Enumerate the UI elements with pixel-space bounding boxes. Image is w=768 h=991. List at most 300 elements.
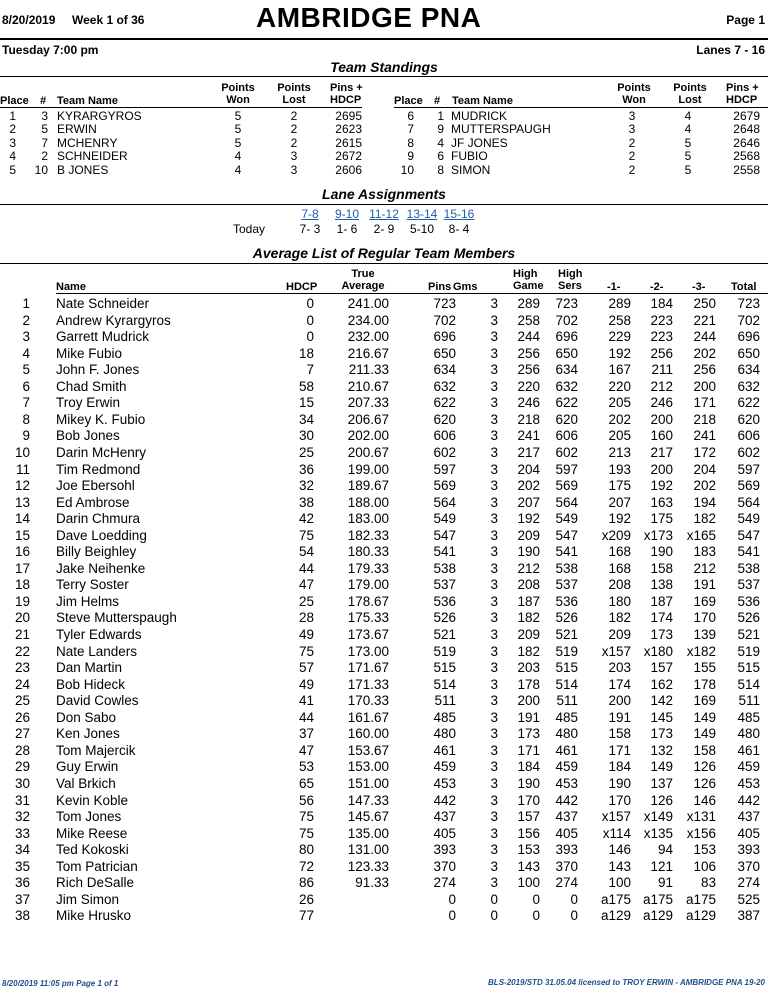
average-row-28-hs: 461 [555,742,578,758]
average-row-35-place: 35 [14,858,30,874]
average-row-33-name: Mike Reese [56,825,128,841]
average-row-16-place: 16 [14,544,30,560]
average-row-4-place: 4 [22,345,30,361]
average-row-14-hs: 549 [555,511,578,527]
standing-left-4-pins: 2672 [335,149,362,164]
average-row-2-hs: 702 [555,312,578,328]
average-row-8-total: 620 [737,411,760,427]
standing-left-5-place: 5 [9,162,16,177]
average-row-22-g1: x157 [601,643,631,659]
average-row-4-g2: 256 [650,345,673,361]
hdr-pins-right [726,82,759,106]
average-row-26-hg: 191 [517,709,540,725]
standing-right-4-won: 2 [628,149,636,164]
average-row-21-gms: 3 [490,627,498,642]
average-row-29-avg: 153.00 [347,759,389,775]
average-row-23-name: Dan Martin [56,660,123,676]
average-row-16-g1: 168 [608,544,631,560]
average-row-38-g1: a129 [600,908,631,924]
average-row-13-pins: 564 [433,494,456,510]
average-row-7-g3: 171 [693,395,716,411]
average-row-25-pins: 511 [434,693,456,709]
average-row-11-g2: 200 [650,461,673,477]
hdr-hdcp: HDCP [286,281,318,293]
average-row-1-hg: 289 [517,296,540,311]
average-row-8-gms: 3 [490,411,498,427]
average-row-38-g3: a129 [685,908,716,924]
standing-left-4-lost: 3 [290,149,298,164]
average-row-17-g1: 168 [608,560,631,576]
average-row-24-place: 24 [14,676,30,692]
average-row-9-name: Bob Jones [56,428,120,444]
average-row-10-avg: 200.67 [347,444,389,460]
average-row-27-hs: 480 [555,726,578,742]
average-row-25-place: 25 [14,693,30,709]
average-row-31-avg: 147.33 [347,792,389,808]
average-row-31-hdcp: 56 [298,792,314,808]
average-row-11-hdcp: 36 [298,461,314,477]
average-row-19-g2: 187 [650,593,673,609]
hdr-avg-line2: Average [341,280,385,292]
average-row-13-hdcp: 38 [298,494,314,510]
average-row-7-gms: 3 [490,395,498,411]
hdr-num-right: # [434,95,441,107]
average-row-11-place: 11 [15,461,30,477]
lane-pair-1[interactable]: 7-8 [301,207,319,221]
average-row-8-hs: 620 [555,411,578,427]
average-row-29-pins: 459 [433,759,456,775]
average-row-10-hs: 602 [555,444,578,460]
average-row-22-hs: 519 [555,643,578,659]
average-row-16-g3: 183 [693,544,716,560]
average-row-28-g1: 171 [608,742,631,758]
average-row-32-g3: x131 [686,809,716,825]
lane-pair-3[interactable]: 11-12 [369,207,399,221]
average-row-37-hg: 0 [532,891,540,907]
standing-right-1-place: 6 [407,109,414,123]
average-row-31-g2: 126 [650,792,673,808]
average-row-19-place: 19 [14,593,30,609]
average-row-3-g2: 223 [650,329,673,345]
standing-left-1-won: 5 [234,109,242,123]
standing-right-1-won: 3 [628,109,636,123]
average-row-25-avg: 170.33 [347,693,389,709]
average-row-30-g1: 190 [608,775,631,791]
average-row-7-name: Troy Erwin [56,395,121,411]
average-row-27-pins: 480 [433,726,456,742]
average-row-14-total: 549 [737,511,760,527]
report-date: 8/20/2019 [2,13,56,27]
lane-pair-5[interactable]: 15-16 [443,207,475,221]
average-row-2-total: 702 [737,312,760,328]
standing-left-4-won: 4 [234,149,242,164]
average-row-19-avg: 178.67 [347,593,389,609]
standing-right-1-pins: 2679 [733,109,760,123]
average-row-29-hg: 184 [517,759,540,775]
average-row-36-g1: 100 [608,875,631,891]
page-number: Page 1 [726,13,765,27]
week-label: Week 1 of 36 [72,13,145,27]
average-row-5-gms: 3 [490,362,498,378]
average-row-22-g2: x180 [643,643,673,659]
average-row-7-g1: 205 [608,395,631,411]
average-row-18-hs: 537 [555,577,578,593]
average-row-29-g3: 126 [693,759,716,775]
average-row-26-pins: 485 [433,709,456,725]
average-row-32-name: Tom Jones [56,809,122,825]
average-row-32-g2: x149 [643,809,673,825]
average-row-32-pins: 437 [433,809,456,825]
average-row-9-hs: 606 [555,428,578,444]
average-row-2-g3: 221 [693,312,716,328]
average-row-14-avg: 183.00 [347,511,389,527]
hdr-pins-right-line2: HDCP [726,94,758,106]
average-row-12-gms: 3 [490,478,498,494]
average-row-14-gms: 3 [490,511,498,527]
average-row-38-total: 387 [737,908,760,924]
hdr-pins-right-line1: Pins + [726,82,759,94]
hdr-lost-line1: Points [277,82,311,94]
average-row-22-place: 22 [14,643,30,659]
hdr-avg-line1: True [351,268,375,280]
average-row-21-hdcp: 49 [298,627,314,642]
average-row-33-hs: 405 [555,825,578,841]
average-row-1-gms: 3 [490,296,498,311]
average-row-24-g1: 174 [608,676,631,692]
average-row-18-pins: 537 [433,577,456,593]
hdr-total: Total [731,281,757,293]
average-row-37-total: 525 [737,891,760,907]
average-row-16-hg: 190 [517,544,540,560]
standing-left-2-team: ERWIN [57,122,97,137]
hdr-game2: -2- [650,281,664,293]
average-row-28-pins: 461 [433,742,456,758]
average-row-11-total: 597 [737,461,760,477]
average-row-15-hs: 547 [555,527,578,543]
average-row-10-hdcp: 25 [298,444,314,460]
standing-right-2-team: MUTTERSPAUGH [451,122,551,137]
average-row-21-avg: 173.67 [347,627,389,642]
average-row-38-place: 38 [14,908,30,924]
hdr-won [218,82,258,106]
average-row-13-total: 564 [737,494,760,510]
average-row-8-g2: 200 [650,411,673,427]
average-row-22-g3: x182 [686,643,716,659]
average-row-26-place: 26 [14,709,30,725]
average-row-33-place: 33 [14,825,30,841]
average-row-29-gms: 3 [490,759,498,775]
average-row-21-g1: 209 [608,627,631,642]
average-row-15-hdcp: 75 [298,527,314,543]
average-row-17-name: Jake Neihenke [56,560,146,576]
average-row-29-total: 459 [737,759,760,775]
average-row-9-g3: 241 [693,428,716,444]
average-row-11-pins: 597 [433,461,456,477]
average-row-14-hdcp: 42 [298,511,314,527]
average-row-10-g1: 213 [608,444,631,460]
average-row-5-total: 634 [737,362,760,378]
average-row-29-hdcp: 53 [298,759,314,775]
standing-left-5-team: B JONES [57,162,109,177]
average-row-37-gms: 0 [490,891,498,907]
standing-right-2-won: 3 [628,122,636,137]
standing-left-3-num: 7 [41,135,48,150]
standing-right-1-lost: 4 [684,109,692,123]
hdr-gms: Gms [453,281,478,293]
average-row-33-hdcp: 75 [298,825,314,841]
average-row-32-place: 32 [14,809,30,825]
average-row-25-gms: 3 [490,693,498,709]
averages-rule [0,263,768,264]
average-row-1-name: Nate Schneider [56,296,150,311]
average-row-2-g2: 223 [650,312,673,328]
average-row-30-total: 453 [737,775,760,791]
average-row-29-g2: 149 [650,759,673,775]
standing-right-5-lost: 5 [684,162,692,177]
standing-right-4-team: FUBIO [451,149,488,164]
average-row-28-g2: 132 [650,742,673,758]
average-row-21-name: Tyler Edwards [56,627,142,642]
average-row-34-hdcp: 80 [298,842,314,858]
average-row-37-hdcp: 26 [298,891,314,907]
average-row-6-place: 6 [22,378,30,394]
average-row-16-hs: 541 [555,544,578,560]
average-row-5-hg: 256 [517,362,540,378]
average-row-25-g2: 142 [650,693,673,709]
average-row-16-g2: 190 [650,544,673,560]
average-row-14-g3: 182 [693,511,716,527]
hdr-hg-line1: High [513,268,538,280]
average-row-36-avg: 91.33 [355,875,389,891]
hdr-team: Team Name [57,95,118,107]
average-row-3-hg: 244 [517,329,540,345]
average-row-5-pins: 634 [433,362,456,378]
average-row-6-gms: 3 [490,378,498,394]
lane-matchup-2: 1- 6 [336,222,358,236]
standing-left-5-pins: 2606 [335,162,362,177]
average-row-6-hdcp: 58 [298,378,314,394]
standing-right-2-place: 7 [407,122,414,137]
standing-left-5-won: 4 [234,162,242,177]
average-row-15-name: Dave Loedding [56,527,147,543]
average-row-13-g3: 194 [693,494,716,510]
standing-right-5-won: 2 [628,162,636,177]
average-row-36-total: 274 [737,875,760,891]
average-row-23-avg: 171.67 [347,660,389,676]
average-row-33-g1: x114 [602,825,631,841]
average-row-18-total: 537 [737,577,760,593]
average-row-33-avg: 135.00 [347,825,389,841]
average-row-14-g1: 192 [608,511,631,527]
average-row-18-hdcp: 47 [298,577,314,593]
average-row-26-hs: 485 [555,709,578,725]
average-row-17-place: 17 [14,560,30,576]
lanes-rule [0,204,768,205]
average-row-32-g1: x157 [601,809,631,825]
average-row-2-gms: 3 [490,312,498,328]
average-row-10-g3: 172 [693,444,716,460]
average-row-20-name: Steve Mutterspaugh [56,610,177,626]
average-row-16-hdcp: 54 [298,544,314,560]
average-row-9-hdcp: 30 [298,428,314,444]
average-row-30-avg: 151.00 [347,775,389,791]
average-row-26-g1: 191 [608,709,631,725]
average-row-13-name: Ed Ambrose [56,494,130,510]
average-row-27-g2: 173 [650,726,673,742]
average-row-23-g1: 203 [608,660,631,676]
footer-timestamp: 8/20/2019 11:05 pm Page 1 of 1 [2,979,119,988]
standing-left-3-place: 3 [9,135,16,150]
average-row-30-gms: 3 [490,775,498,791]
average-row-1-total: 723 [737,296,760,311]
average-row-37-g1: a175 [600,891,631,907]
average-row-25-g3: 169 [693,693,716,709]
average-row-9-pins: 606 [433,428,456,444]
average-row-29-hs: 459 [555,759,578,775]
average-row-30-name: Val Brkich [56,775,116,791]
average-row-24-gms: 3 [490,676,498,692]
average-row-17-pins: 538 [433,560,456,576]
average-row-23-hdcp: 57 [298,660,314,676]
average-row-3-g1: 229 [608,329,631,345]
lane-pair-2[interactable]: 9-10 [334,207,360,221]
standing-right-2-lost: 4 [684,122,692,137]
average-row-3-g3: 244 [693,329,716,345]
average-row-26-hdcp: 44 [298,709,314,725]
standing-right-3-won: 2 [628,135,636,150]
average-row-23-pins: 515 [433,660,456,676]
average-row-13-avg: 188.00 [347,494,389,510]
average-row-8-name: Mikey K. Fubio [56,411,146,427]
average-row-18-g3: 191 [693,577,716,593]
average-row-22-total: 519 [737,643,760,659]
average-row-30-hg: 190 [517,775,540,791]
average-row-27-g1: 158 [608,726,631,742]
lane-pair-4[interactable]: 13-14 [406,207,438,221]
average-row-37-name: Jim Simon [56,891,120,907]
average-row-8-g1: 202 [608,411,631,427]
average-row-16-total: 541 [737,544,760,560]
average-row-4-total: 650 [737,345,760,361]
average-row-13-place: 13 [14,494,30,510]
average-row-7-total: 622 [737,395,760,411]
hdr-lost-line2: Lost [282,94,306,106]
lane-matchup-5: 8- 4 [448,222,470,236]
average-row-6-total: 632 [737,378,760,394]
average-row-1-g3: 250 [693,296,716,311]
hdr-won-line1: Points [221,82,255,94]
standing-left-5-lost: 3 [290,162,298,177]
average-row-21-hg: 209 [517,627,540,642]
average-row-25-hs: 511 [556,693,578,709]
average-row-15-total: 547 [737,527,760,543]
average-row-17-avg: 179.33 [347,560,389,576]
average-row-1-hs: 723 [555,296,578,311]
average-row-12-pins: 569 [433,478,456,494]
average-row-8-place: 8 [22,411,30,427]
average-row-25-name: David Cowles [56,693,139,709]
average-row-5-hs: 634 [555,362,578,378]
hdr-won-right [614,82,654,106]
average-row-15-g3: x165 [686,527,716,543]
average-row-35-pins: 370 [433,858,456,874]
hdr-place-right: Place [394,95,423,107]
average-row-23-gms: 3 [490,660,498,676]
average-row-24-avg: 171.33 [347,676,389,692]
average-row-11-hs: 597 [555,461,578,477]
average-row-15-g1: x209 [601,527,631,543]
average-row-36-pins: 274 [433,875,456,891]
average-row-37-hs: 0 [570,891,578,907]
average-row-7-place: 7 [22,395,30,411]
average-row-14-place: 14 [14,511,30,527]
average-row-6-g2: 212 [650,378,673,394]
average-row-20-gms: 3 [490,610,498,626]
average-row-20-avg: 175.33 [347,610,389,626]
standing-left-1-lost: 2 [290,109,298,123]
average-row-38-hg: 0 [532,908,540,924]
average-row-30-hs: 453 [555,775,578,791]
average-row-23-total: 515 [737,660,760,676]
average-row-35-hdcp: 72 [298,858,314,874]
average-row-19-hs: 536 [555,593,578,609]
average-row-8-g3: 218 [693,411,716,427]
average-row-18-gms: 3 [490,577,498,593]
average-row-19-total: 536 [737,593,760,609]
standing-right-5-num: 8 [437,162,444,177]
average-row-12-g3: 202 [693,478,716,494]
average-row-31-hg: 170 [517,792,540,808]
average-row-5-avg: 211.33 [348,362,389,378]
average-row-3-total: 696 [737,329,760,345]
average-row-33-hg: 156 [517,825,540,841]
average-row-22-pins: 519 [433,643,456,659]
average-row-8-avg: 206.67 [347,411,389,427]
hdr-pins-line1: Pins + [330,82,363,94]
average-row-1-place: 1 [22,296,30,311]
average-row-37-pins: 0 [448,891,456,907]
average-row-3-hs: 696 [555,329,578,345]
lane-matchup-4: 5-10 [409,222,435,236]
average-row-24-hs: 514 [555,676,578,692]
standing-left-4-team: SCHNEIDER [57,149,128,164]
average-row-10-gms: 3 [490,444,498,460]
average-row-34-hg: 153 [517,842,540,858]
average-row-17-g3: 212 [693,560,716,576]
average-row-2-g1: 258 [608,312,631,328]
average-row-28-gms: 3 [490,742,498,758]
average-row-32-total: 437 [737,809,760,825]
average-row-28-hg: 171 [517,742,540,758]
average-row-13-hg: 207 [517,494,540,510]
average-row-10-g2: 217 [650,444,673,460]
average-row-10-hg: 217 [517,444,540,460]
average-row-22-avg: 173.00 [347,643,389,659]
average-row-33-gms: 3 [490,825,498,841]
average-row-38-hdcp: 77 [298,908,314,924]
standing-left-1-num: 3 [41,109,48,123]
standings-header-underline-left [0,107,362,108]
average-row-32-avg: 145.67 [347,809,389,825]
average-row-27-name: Ken Jones [56,726,120,742]
average-row-27-hdcp: 37 [298,726,314,742]
average-row-21-hs: 521 [555,627,578,642]
average-row-12-place: 12 [14,478,30,494]
average-row-22-hg: 182 [517,643,540,659]
hdr-hg-line2: Game [513,280,544,292]
average-row-9-hg: 241 [517,428,540,444]
standing-right-5-place: 10 [400,162,414,177]
